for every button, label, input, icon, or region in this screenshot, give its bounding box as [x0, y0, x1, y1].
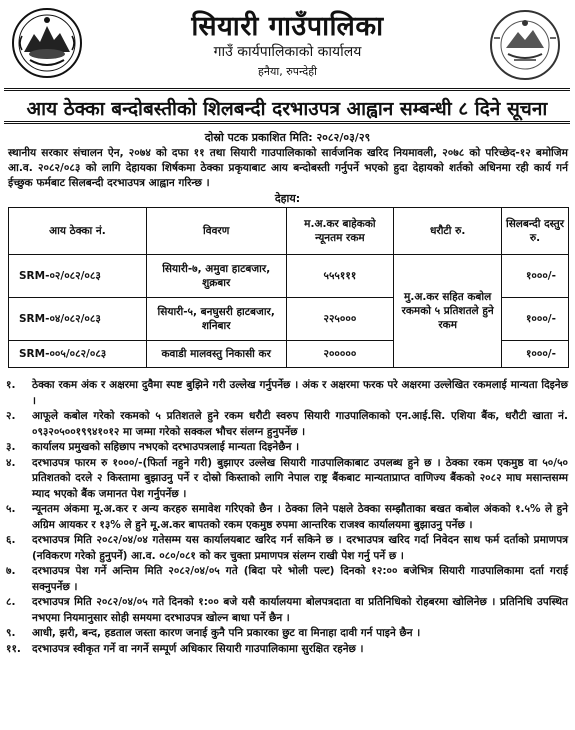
condition-text: आधी, झरी, बन्द, हडताल जस्ता कारण जनाई कुनै पनि प्रकारका छुट वा मिनाहा दावी गर्न पाइने छैन । [32, 627, 421, 639]
row-desc: कवाडी मालवस्तु निकासी कर [146, 341, 286, 368]
row-desc: सियारी-५, बनघुसरी हाटबजार, शनिबार [146, 298, 286, 341]
conditions-list [6, 378, 568, 657]
list-item [6, 564, 568, 595]
notice-heading: आय ठेक्का बन्दोबस्तीको शिलबन्दी दरभाउपत्र आह्वान सम्बन्धी ८ दिने सूचना [4, 88, 570, 124]
row-code: SRM-०२/०८२/०८३ [9, 255, 147, 298]
list-item [6, 626, 568, 642]
list-item [6, 502, 568, 533]
list-item [6, 378, 568, 409]
condition-text: दरभाउपत्र मिति २०८२/०४/०४ गतेसम्म यस कार्यालयबाट खरिद गर्न सकिने छ । दरभाउपत्र खरिद गर्दा निवेदन साथ फर्म दर्ताको प्रमाणपत्र (नविकरण गरेको हुनुपर्ने) आ.व. ०८०/०८१ को कर चुक्ता प्रमाणपत्र संलग्न राखी पेश गर्नु पर्ने छ । [32, 534, 568, 562]
details-label: देहाय: [274, 192, 301, 205]
condition-number: १. [6, 379, 16, 391]
deposit-note: मु.अ.कर सहित कबोल रकमको ५ प्रतिशतले हुने रकम [394, 255, 502, 368]
nepal-emblem-icon [10, 6, 84, 80]
col-header-desc: विवरण [146, 208, 286, 255]
municipality-title: सियारी गाउँपालिका [191, 11, 384, 42]
row-fee: १०००/- [502, 341, 569, 368]
condition-text: दरभाउपत्र मिति २०८२/०४/०५ गते दिनको १:०० बजे यसै कार्यालयमा बोलपत्रदाता वा प्रतिनिधिको रोहबरमा खोलिनेछ । प्रतिनिधि उपस्थित नभएमा नियमानुसार सोही समयमा दरभाउपत्र खोल्न बाधा पर्ने छैन । [32, 596, 568, 624]
condition-number: ११. [6, 642, 21, 655]
intro-paragraph: स्थानीय सरकार संचालन ऐन, २०७४ को दफा ११ तथा सियारी गाउपालिकाको सार्वजनिक खरिद नियमावली, २०७८ को परिच्छेद-१२ बमोजिम आ.व. २०८२/०८३ को लागि देहायका शिर्षकमा ठेक्का प्रकृयाबाट आय बन्दोबस्ती गर्नुपर्ने भएको हुदा देहायको शर्तको अधिनमा रही कार्य गर्न ईच्छुक फर्मबाट सिलबन्दी दरभाउपत्र आह्वान गरिन्छ । [8, 147, 568, 189]
condition-number: ४. [6, 456, 16, 469]
list-item [6, 595, 568, 626]
condition-number: ६. [6, 534, 16, 546]
list-item [6, 642, 568, 658]
list-item [6, 409, 568, 440]
office-subtitle: गाउँ कार्यपालिकाको कार्यालय [213, 44, 362, 60]
condition-number: ३. [6, 441, 16, 453]
tender-table [8, 207, 569, 368]
condition-text: दरभाउपत्र स्वीकृत गर्ने वा नगर्ने सम्पूर्ण अधिकार सियारी गाउपालिकामा सुरक्षित रहनेछ । [32, 642, 364, 655]
condition-number: ७. [6, 565, 16, 577]
office-location: हनैया, रुपन्देही [258, 65, 317, 78]
condition-number: ८. [6, 596, 16, 608]
table-header-row [9, 208, 569, 255]
list-item [6, 456, 568, 503]
condition-text: ठेक्का रकम अंक र अक्षरमा दुवैमा स्पष्ट बुझिने गरी उल्लेख गर्नुपर्नेछ । अंक र अक्षरमा फरक परे अक्षरमा उल्लेखित रकमलाई मान्यता दिइनेछ । [32, 379, 568, 407]
col-header-deposit: धरौटी रु. [394, 208, 502, 255]
row-desc: सियारी-७, अमुवा हाटबजार, शुक्रबार [146, 255, 286, 298]
row-fee: १०००/- [502, 255, 569, 298]
list-item [6, 533, 568, 564]
col-header-code: आय ठेक्का नं. [9, 208, 147, 255]
row-code: SRM-०४/०८२/०८३ [9, 298, 147, 341]
condition-number: ५. [6, 503, 16, 515]
publish-date: दोस्रो पटक प्रकाशित मिति: २०८२/०३/२९ [204, 131, 371, 144]
condition-text: न्यूनतम अंकमा मू.अ.कर र अन्य करहरु समावेश गरिएको छैन । ठेक्का लिने पक्षले ठेक्का सम्झौताका बखत कबोल अंकको १.५% ले हुने अग्रिम आयकर र १३% ले हुने मू.अ.कर बापतको रकम एकमुष्ठ रुपमा आन्तरिक राजश्व कार्यालयमा बुझाउनु पर्नेछ । [32, 503, 568, 531]
row-code: SRM-००५/०८२/०८३ [9, 341, 147, 368]
col-header-amount: म.अ.कर बाहेकको न्यूनतम रकम [286, 208, 394, 255]
row-fee: १०००/- [502, 298, 569, 341]
condition-text: कार्यालय प्रमुखको सहिछाप नभएको दरभाउपत्रलाई मान्यता दिइनेछैन । [32, 441, 300, 453]
row-amount: २२५००० [286, 298, 394, 341]
row-amount: ५५५१११ [286, 255, 394, 298]
list-item [6, 440, 568, 456]
municipality-seal-icon [484, 8, 566, 82]
condition-text: दरभाउपत्र फारम रु १०००/-(फिर्ता नहुने गरी) बुझाएर उल्लेख सियारी गाउपालिकाबाट उपलब्ध हुने छ । ठेक्का रकम एकमुष्ठ वा ५०/५० प्रतिशतको दरले २ किस्तामा बुझाउनु पर्ने र दोस्रो किस्ताको लागि नेपाल राष्ट्र बैंकबाट मान्यताप्राप्त वाणिज्य बैंकको २०८२ माघ मसान्तसम्म म्याद भएको बैंक जमानत पेश गर्नुपर्नेछ । [32, 456, 568, 500]
condition-number: ९. [6, 627, 16, 639]
condition-text: दरभाउपत्र पेश गर्ने अन्तिम मिति २०८२/०४/०५ गते (बिदा परे भोली पल्ट) दिनको १२:०० बजेभित्र सियारी गाउपालिकामा दर्ता गराई सक्नुपर्नेछ । [32, 565, 568, 593]
condition-text: आफूले कबोल गरेको रकमको ५ प्रतिशतले हुने रकम धरौटी स्वरुप सियारी गाउपालिकाको एन.आई.सि. एशिया बैंक, धरौटी खाता नं. ०९३२०५००१९९४१०१२ मा जम्मा गरेको सक्कल भौचर संलग्न हुनुपर्नेछ । [32, 410, 568, 438]
row-amount: २००००० [286, 341, 394, 368]
condition-number: २. [6, 410, 16, 422]
col-header-fee: सिलबन्दी दस्तुर रु. [502, 208, 569, 255]
table-row [9, 255, 569, 298]
